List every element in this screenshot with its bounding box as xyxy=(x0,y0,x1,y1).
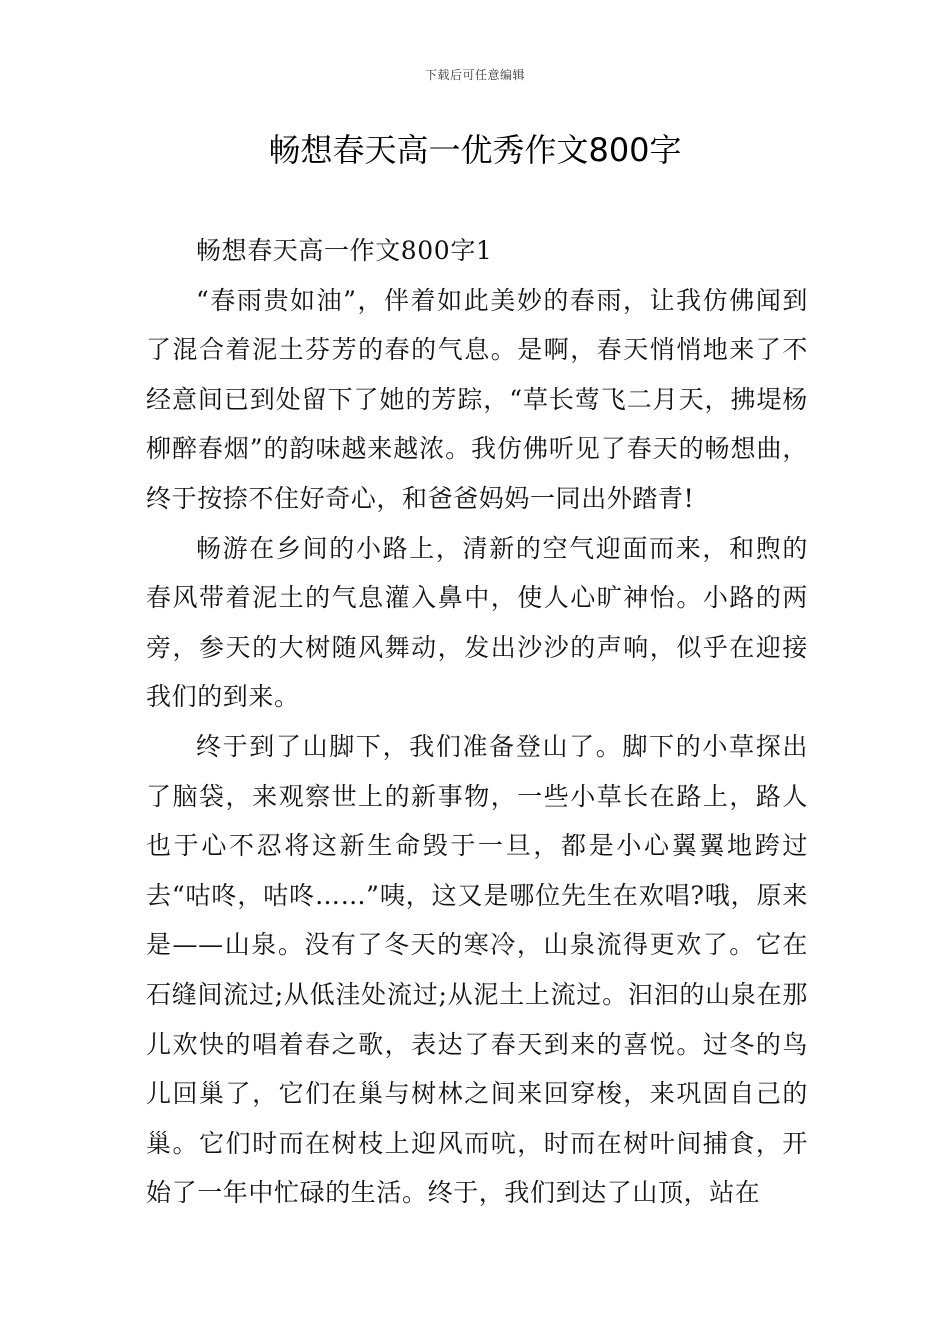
header-note: 下载后可任意编辑 xyxy=(424,68,525,82)
paragraph: “春雨贵如油”，伴着如此美妙的春雨，让我仿佛闻到了混合着泥土芬芳的春的气息。是啊，春天悄悄地来了不经意间已到处留下了她的芳踪，“草长莺飞二月天，拂堤杨柳醉春烟”的韵味越来越浓。我仿佛听见了春天的畅想曲，终于按捺不住好奇心，和爸爸妈妈一同出外踏青! xyxy=(146,285,808,513)
document-body xyxy=(146,226,808,1218)
paragraph: 终于到了山脚下，我们准备登山了。脚下的小草探出了脑袋，来观察世上的新事物，一些小草长在路上，路人也于心不忍将这新生命毁于一旦，都是小心翼翼地跨过去“咕咚，咕咚……”咦，这又是哪位先生在欢唱?哦，原来是——山泉。没有了冬天的寒冷，山泉流得更欢了。它在石缝间流过;从低洼处流过;从泥土上流过。汩汩的山泉在那儿欢快的唱着春之歌，表达了春天到来的喜悦。过冬的鸟儿回巢了，它们在巢与树林之间来回穿梭，来巩固自己的巢。它们时而在树枝上迎风而吭，时而在树叶间捕食，开始了一年中忙碌的生活。终于，我们到达了山顶，站在 xyxy=(146,731,808,1208)
paragraph: 畅游在乡间的小路上，清新的空气迎面而来，和煦的春风带着泥土的气息灌入鼻中，使人心旷神怡。小路的两旁，参天的大树随风舞动，发出沙沙的声响，似乎在迎接我们的到来。 xyxy=(146,533,808,712)
section-heading: 畅想春天高一作文800字1 xyxy=(196,236,493,265)
document-title: 畅想春天高一优秀作文800字 xyxy=(268,131,682,169)
